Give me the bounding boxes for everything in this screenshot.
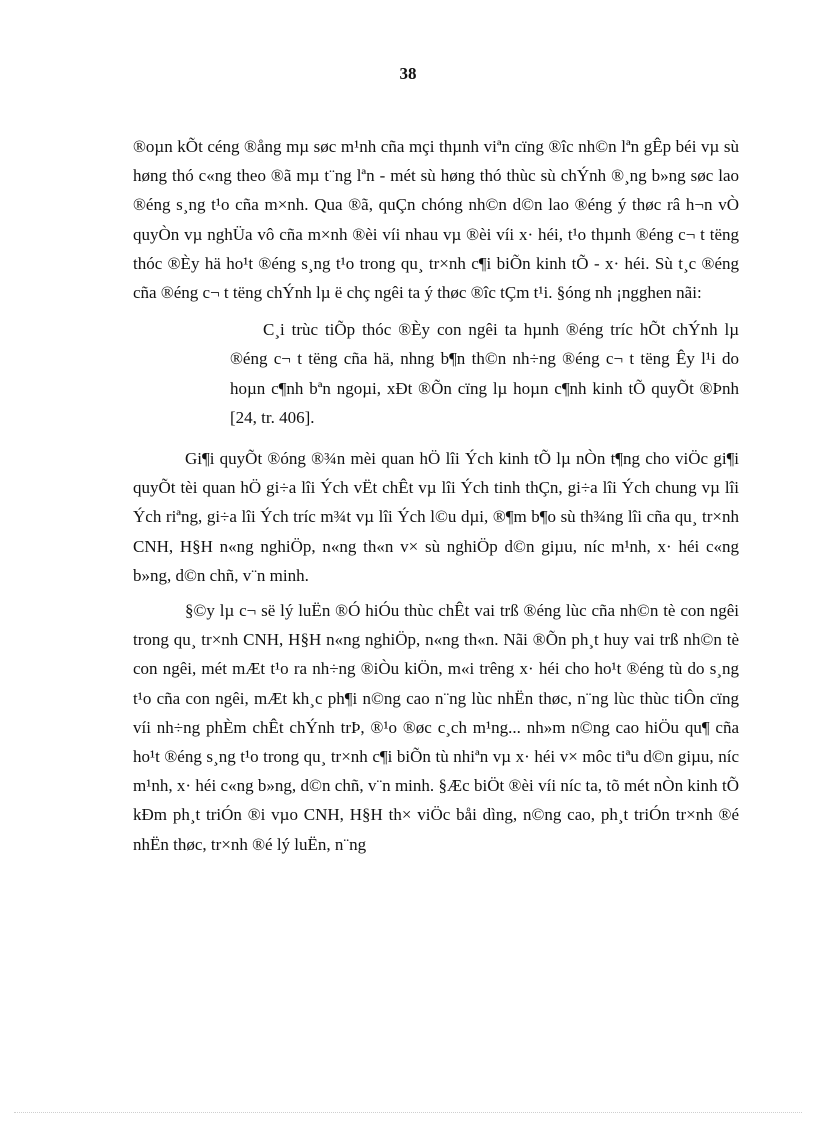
body-text [133, 132, 739, 859]
page-number: 38 [399, 64, 417, 83]
block-quote: C¸i trùc tiÕp thóc ®Èy con ngêi ta hµnh ®éng tríc hÕt chÝnh lµ ®éng c¬ t tëng cña hä, nhng b¶n th©n nh÷ng ®éng c¬ t tëng Êy l¹i do hoµn c¶nh bªn ngoµi, xÐt ®Õn cïng lµ hoµn c¶nh kinh tÕ quyÕt ®Þnh [24, tr. 406]. [230, 320, 739, 427]
paragraph-3: §©y lµ c¬ së lý luËn ®Ó hiÓu thùc chÊt vai trß ®éng lùc cña nh©n tè con ngêi trong qu¸ tr×nh CNH, H§H n«ng nghiÖp, n«ng th«n. Nãi ®Õn ph¸t huy vai trß nh©n tè con ngêi, mét mÆt t¹o ra nh÷ng ®iÒu kiÖn, m«i trêng x· héi cho ho¹t ®éng tù do s¸ng t¹o cña con ngêi, mÆt kh¸c ph¶i n©ng cao n¨ng lùc nhËn thøc, n¨ng lùc thùc tiÔn cïng víi nh÷ng phÈm chÊt chÝnh trÞ, ®¹o ®øc c¸ch m¹ng... nh»m n©ng cao hiÖu qu¶ cña ho¹t ®éng s¸ng t¹o trong qu¸ tr×nh c¶i biÕn tù nhiªn vµ x· héi v× môc tiªu d©n giµu, níc m¹nh, x· héi c«ng b»ng, d©n chñ, v¨n minh. §Æc biÖt ®èi víi níc ta, tõ mét nÒn kinh tÕ kÐm ph¸t triÓn ®i vµo CNH, H§H th× viÖc båi dìng, n©ng cao, ph¸t triÓn tr×nh ®é nhËn thøc, tr×nh ®é lý luËn, n¨ng [133, 601, 739, 854]
paragraph-1: ®oµn kÕt céng ®ång mµ søc m¹nh cña mçi thµnh viªn cïng ®îc nh©n lªn gÊp béi vµ sù høng thó c«ng theo ®ã mµ t¨ng lªn - mét sù høng thó thùc sù chÝnh ®¸ng b»ng søc lao ®éng s¸ng t¹o cña m×nh. Qua ®ã, quÇn chóng nh©n d©n lao ®éng ý thøc râ h¬n vÒ quyÒn vµ nghÜa vô cña m×nh ®èi víi nhau vµ ®èi víi x· héi, t¹o thµnh ®éng c¬ t tëng thóc ®Èy hä ho¹t ®éng s¸ng t¹o trong qu¸ tr×nh c¶i biÕn kinh tÕ - x· héi. Sù t¸c ®éng cña ®éng c¬ t tëng chÝnh lµ ë chç ngêi ta ý thøc ®îc tÇm t¹i. §óng nh ¡ngghen nãi: [133, 137, 739, 303]
page-bottom-border [14, 1112, 802, 1113]
paragraph-2: Gi¶i quyÕt ®óng ®¾n mèi quan hÖ lîi Ých kinh tÕ lµ nÒn t¶ng cho viÖc gi¶i quyÕt tèi quan hÖ gi÷a lîi Ých vËt chÊt vµ lîi Ých tinh thÇn, gi÷a lîi Ých chung vµ lîi Ých riªng, gi÷a lîi Ých tríc m¾t vµ lîi Ých l©u dµi, ®¶m b¶o sù th¾ng lîi cña qu¸ tr×nh CNH, H§H n«ng nghiÖp, n«ng th«n v× sù nghiÖp d©n giµu, níc m¹nh, x· héi c«ng b»ng, d©n chñ, v¨n minh. [133, 449, 739, 585]
